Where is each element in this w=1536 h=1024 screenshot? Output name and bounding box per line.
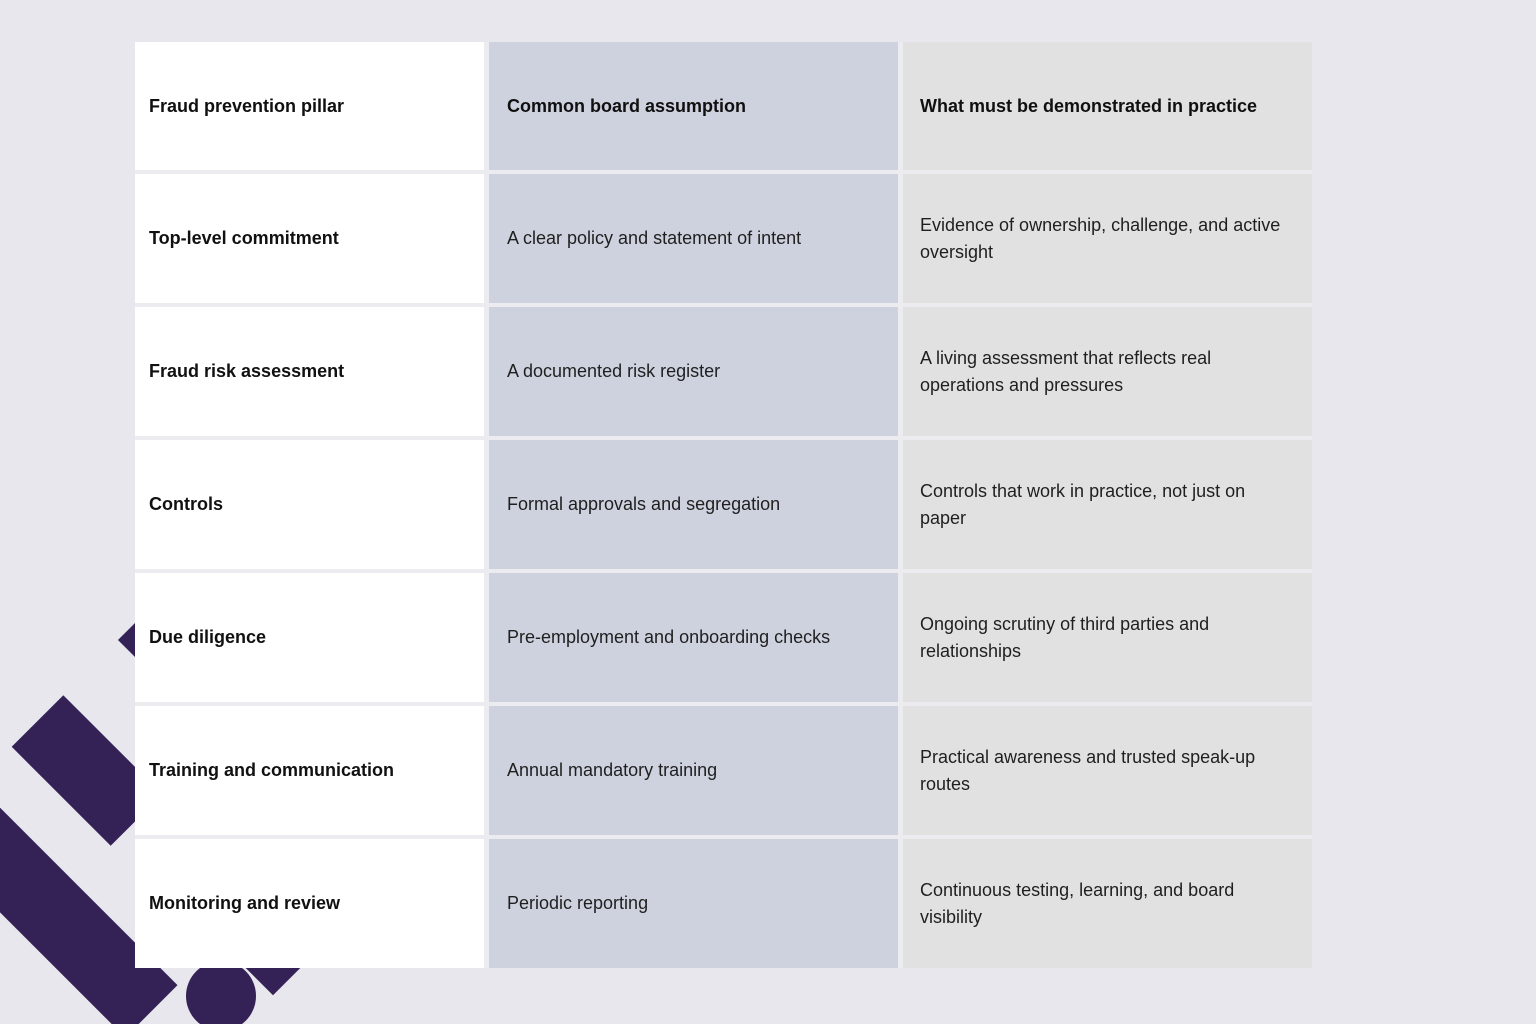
header-label: What must be demonstrated in practice xyxy=(920,95,1258,116)
assumption-text: A documented risk register xyxy=(507,361,721,381)
practice-text: Ongoing scrutiny of third parties and relationships xyxy=(920,613,1210,661)
assumption-cell xyxy=(489,174,898,303)
pillar-label: Monitoring and review xyxy=(149,893,341,913)
pillar-label: Due diligence xyxy=(149,627,267,647)
pillar-label: Fraud risk assessment xyxy=(149,361,345,381)
practice-text: A living assessment that reflects real operations and pressures xyxy=(920,347,1212,395)
header-label: Common board assumption xyxy=(507,95,747,116)
header-cell-pillar xyxy=(135,42,484,170)
pillar-cell xyxy=(135,307,484,436)
header-label: Fraud prevention pillar xyxy=(149,95,345,116)
practice-cell xyxy=(903,573,1312,702)
pillar-label: Controls xyxy=(149,494,223,514)
assumption-text: A clear policy and statement of intent xyxy=(507,228,802,248)
fraud-prevention-table xyxy=(135,42,1312,968)
practice-cell xyxy=(903,440,1312,569)
practice-cell xyxy=(903,307,1312,436)
assumption-cell xyxy=(489,839,898,968)
pillar-cell xyxy=(135,839,484,968)
practice-cell xyxy=(903,839,1312,968)
assumption-cell xyxy=(489,440,898,569)
header-cell-assumption xyxy=(489,42,898,170)
assumption-text: Annual mandatory training xyxy=(507,760,718,780)
pillar-label: Top-level commitment xyxy=(149,228,339,248)
assumption-cell xyxy=(489,573,898,702)
pillar-cell xyxy=(135,706,484,835)
practice-text: Evidence of ownership, challenge, and active oversight xyxy=(920,214,1281,262)
practice-text: Practical awareness and trusted speak-up routes xyxy=(920,746,1256,794)
assumption-text: Formal approvals and segregation xyxy=(507,494,781,514)
assumption-cell xyxy=(489,307,898,436)
assumption-text: Periodic reporting xyxy=(507,893,649,913)
pillar-cell xyxy=(135,174,484,303)
practice-cell xyxy=(903,174,1312,303)
circle-decoration xyxy=(186,961,256,1024)
assumption-text: Pre-employment and onboarding checks xyxy=(507,627,831,647)
pillar-cell xyxy=(135,573,484,702)
practice-cell xyxy=(903,706,1312,835)
header-cell-practice xyxy=(903,42,1312,170)
pillar-label: Training and communication xyxy=(149,760,395,780)
practice-text: Continuous testing, learning, and board visibility xyxy=(920,879,1235,927)
assumption-cell xyxy=(489,706,898,835)
practice-text: Controls that work in practice, not just on paper xyxy=(920,480,1246,528)
pillar-cell xyxy=(135,440,484,569)
